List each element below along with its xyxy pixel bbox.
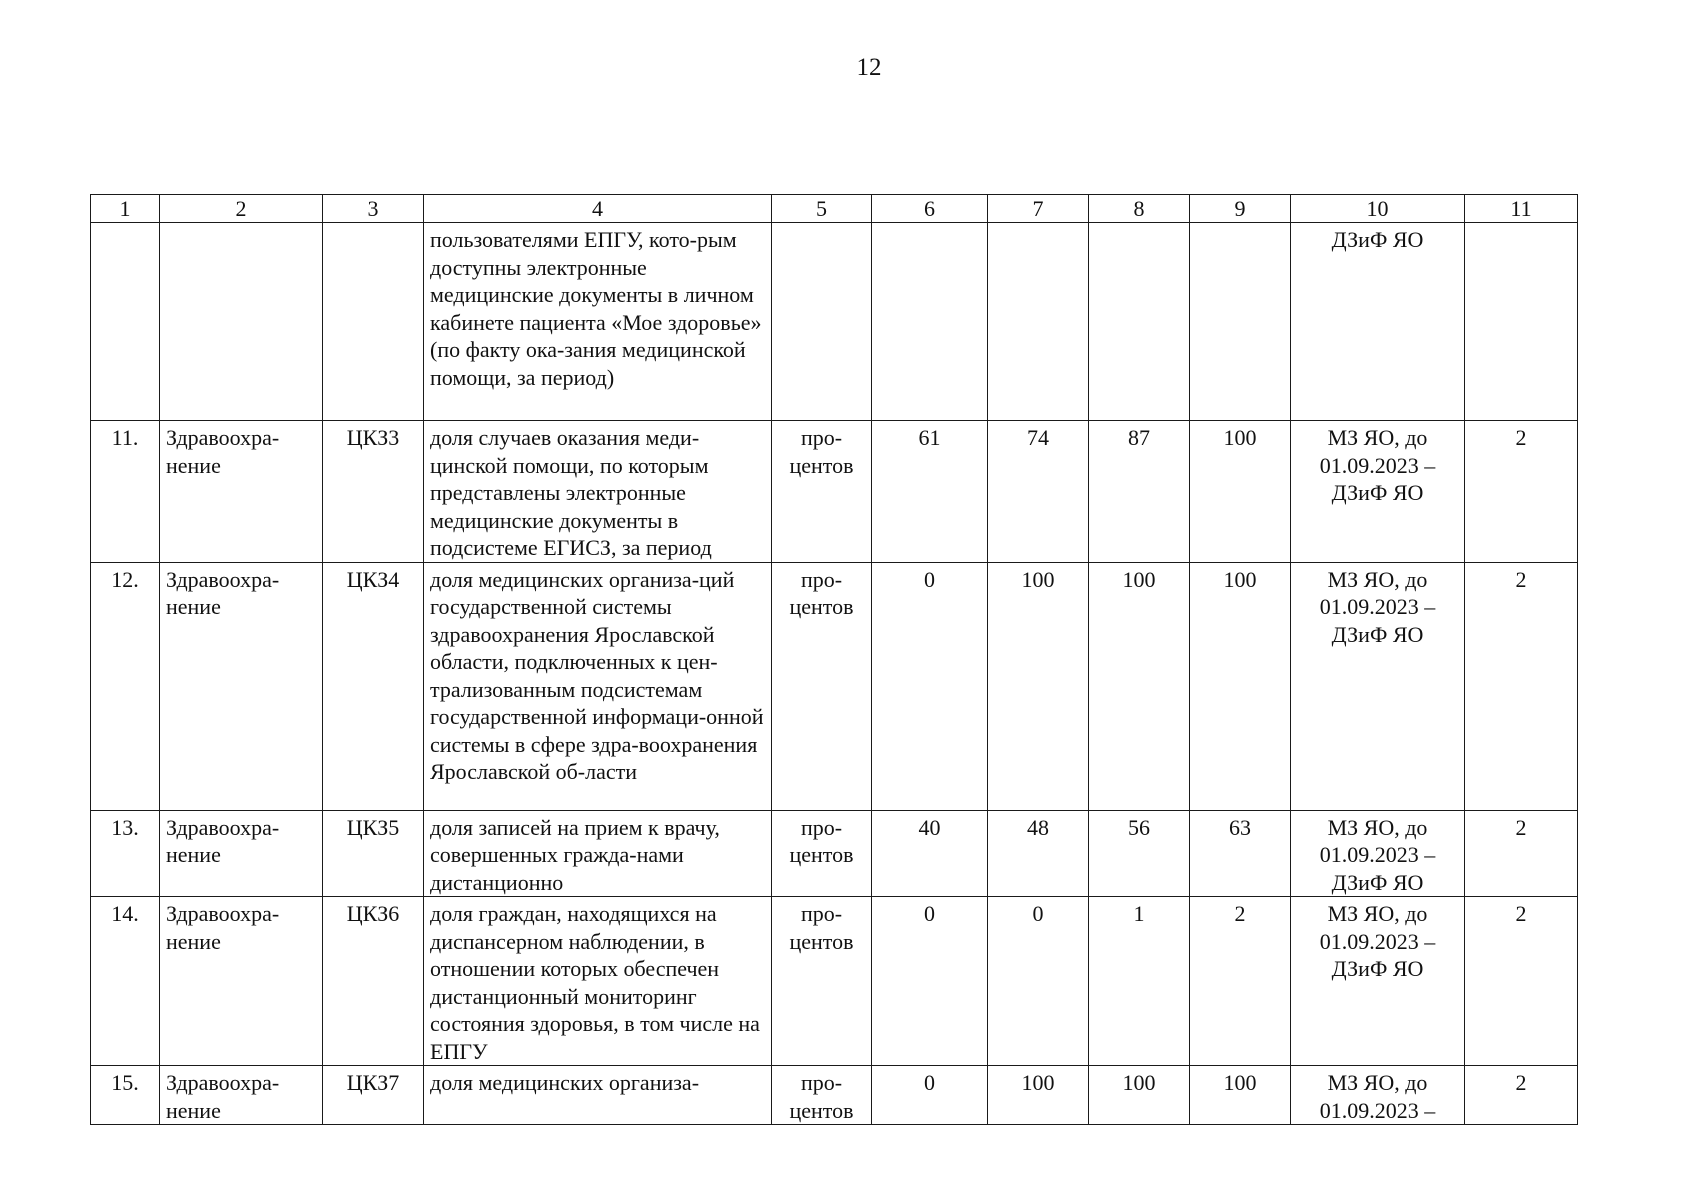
sector-cell: Здравоохра-нение [160,562,323,810]
header-cell: 5 [772,195,872,223]
code-cell [323,223,424,421]
table-row [91,810,1578,897]
value-cell: 61 [872,421,988,563]
sector-cell: Здравоохра-нение [160,897,323,1066]
header-cell: 6 [872,195,988,223]
column-11-cell: 2 [1465,562,1578,810]
value-cell [988,223,1089,421]
row-number: 15. [91,1066,160,1125]
value-cell [1089,223,1190,421]
responsible-cell: МЗ ЯО, до 01.09.2023 – ДЗиФ ЯО [1291,897,1465,1066]
value-cell: 100 [1190,562,1291,810]
header-cell: 7 [988,195,1089,223]
value-cell: 100 [988,1066,1089,1125]
row-number: 11. [91,421,160,563]
column-11-cell: 2 [1465,1066,1578,1125]
indicator-cell: доля медицинских организа- [424,1066,772,1125]
responsible-cell: ДЗиФ ЯО [1291,223,1465,421]
value-cell: 100 [1190,1066,1291,1125]
table-row [91,897,1578,1066]
header-cell: 9 [1190,195,1291,223]
table-row [91,223,1578,421]
indicator-cell: доля записей на прием к врачу, совершенных гражда-нами дистанционно [424,810,772,897]
row-number: 13. [91,810,160,897]
responsible-cell: МЗ ЯО, до 01.09.2023 – [1291,1066,1465,1125]
sector-cell: Здравоохра-нение [160,810,323,897]
value-cell: 74 [988,421,1089,563]
indicators-table [90,194,1578,1125]
row-number [91,223,160,421]
value-cell [872,223,988,421]
code-cell: ЦКЗ6 [323,897,424,1066]
indicator-cell: пользователями ЕПГУ, кото-рым доступны электронные медицинские документы в личном кабинете пациента «Мое здоровье» (по факту ока-зания медицинской помощи, за период) [424,223,772,421]
row-number: 12. [91,562,160,810]
value-cell: 1 [1089,897,1190,1066]
responsible-cell: МЗ ЯО, до 01.09.2023 – ДЗиФ ЯО [1291,562,1465,810]
value-cell: 2 [1190,897,1291,1066]
table-row [91,1066,1578,1125]
column-11-cell: 2 [1465,897,1578,1066]
header-row [91,195,1578,223]
unit-cell: про-центов [772,897,872,1066]
header-cell: 4 [424,195,772,223]
unit-cell: про-центов [772,1066,872,1125]
header-cell: 8 [1089,195,1190,223]
column-11-cell [1465,223,1578,421]
value-cell: 87 [1089,421,1190,563]
value-cell: 100 [988,562,1089,810]
unit-cell: про-центов [772,562,872,810]
row-number: 14. [91,897,160,1066]
indicator-cell: доля граждан, находящихся на диспансерном наблюдении, в отношении которых обеспечен дистанционный мониторинг состояния здоровья, в том числе на ЕПГУ [424,897,772,1066]
value-cell: 100 [1089,1066,1190,1125]
header-cell: 11 [1465,195,1578,223]
sector-cell: Здравоохра-нение [160,421,323,563]
value-cell: 0 [872,562,988,810]
value-cell: 56 [1089,810,1190,897]
sector-cell [160,223,323,421]
unit-cell: про-центов [772,810,872,897]
code-cell: ЦКЗ7 [323,1066,424,1125]
column-11-cell: 2 [1465,421,1578,563]
header-cell: 1 [91,195,160,223]
column-11-cell: 2 [1465,810,1578,897]
value-cell: 48 [988,810,1089,897]
value-cell: 0 [872,1066,988,1125]
unit-cell [772,223,872,421]
value-cell: 0 [988,897,1089,1066]
code-cell: ЦКЗ4 [323,562,424,810]
value-cell: 100 [1089,562,1190,810]
header-cell: 3 [323,195,424,223]
responsible-cell: МЗ ЯО, до 01.09.2023 – ДЗиФ ЯО [1291,810,1465,897]
code-cell: ЦКЗ5 [323,810,424,897]
table-row [91,421,1578,563]
value-cell: 63 [1190,810,1291,897]
code-cell: ЦКЗ3 [323,421,424,563]
indicator-cell: доля медицинских организа-ций государственной системы здравоохранения Ярославской области, подключенных к цен-трализованным подсистемам государственной информаци-онной системы в сфере здра-воохранения Ярославской об-ласти [424,562,772,810]
table-row [91,562,1578,810]
value-cell [1190,223,1291,421]
header-cell: 2 [160,195,323,223]
page-number: 12 [856,54,882,81]
sector-cell: Здравоохра-нение [160,1066,323,1125]
header-cell: 10 [1291,195,1465,223]
unit-cell: про-центов [772,421,872,563]
value-cell: 0 [872,897,988,1066]
value-cell: 40 [872,810,988,897]
responsible-cell: МЗ ЯО, до 01.09.2023 – ДЗиФ ЯО [1291,421,1465,563]
value-cell: 100 [1190,421,1291,563]
indicator-cell: доля случаев оказания меди-цинской помощи, по которым представлены электронные медицинские документы в подсистеме ЕГИСЗ, за период [424,421,772,563]
